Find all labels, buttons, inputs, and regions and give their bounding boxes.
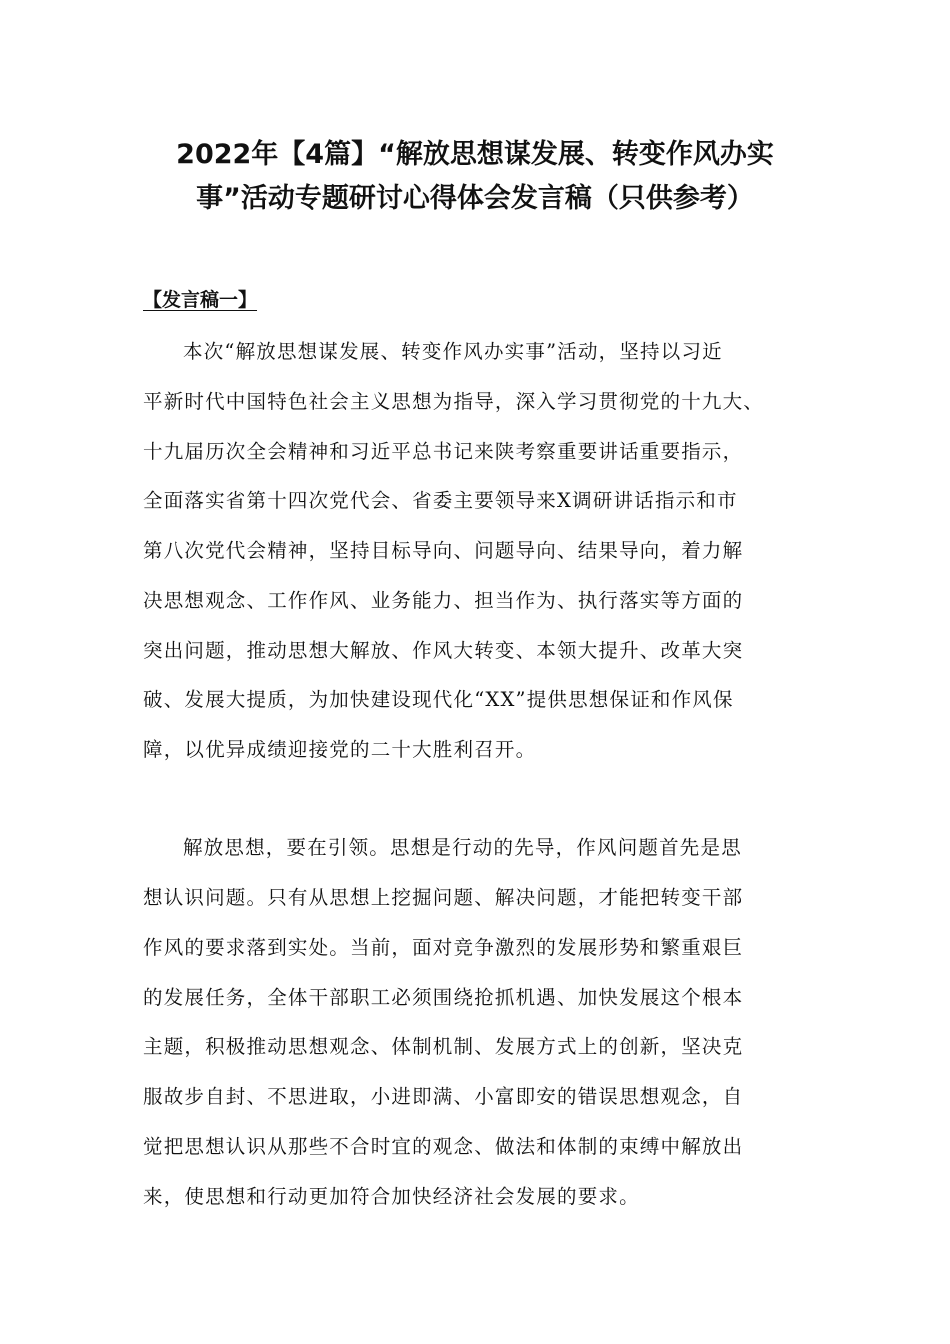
section-heading-text: 【发言稿一】 (143, 289, 258, 311)
paragraph-line: 来，使思想和行动更加符合加快经济社会发展的要求。 (143, 1185, 640, 1208)
paragraph-line: 十九届历次全会精神和习近平总书记来陕考察重要讲话重要指示， (143, 440, 744, 463)
paragraph-line: 服故步自封、不思进取，小进即满、小富即安的错误思想观念，自 (143, 1085, 744, 1108)
paragraph-line: 本次“解放思想谋发展、转变作风办实事”活动，坚持以习近 (183, 340, 723, 363)
document-title-line-2: 事”活动专题研讨心得体会发言稿（只供参考） (196, 183, 754, 214)
paragraph-line: 主题，积极推动思想观念、体制机制、发展方式上的创新，坚决克 (143, 1035, 744, 1058)
paragraph-line: 决思想观念、工作作风、业务能力、担当作为、执行落实等方面的 (143, 589, 744, 612)
paragraph-line: 破、发展大提质，为加快建设现代化“XX”提供思想保证和作风保 (143, 688, 734, 711)
paragraph-line: 障，以优异成绩迎接党的二十大胜利召开。 (143, 738, 537, 761)
paragraph-line: 解放思想，要在引领。思想是行动的先导，作风问题首先是思 (183, 836, 742, 859)
document-title-line-1: 2022年【4篇】“解放思想谋发展、转变作风办实 (176, 139, 774, 170)
paragraph-line: 想认识问题。只有从思想上挖掘问题、解决问题，才能把转变干部 (143, 886, 744, 909)
paragraph-line: 突出问题，推动思想大解放、作风大转变、本领大提升、改革大突 (143, 639, 744, 662)
paragraph-line: 全面落实省第十四次党代会、省委主要领导来X调研讲话指示和市 (143, 489, 738, 512)
paragraph-line: 作风的要求落到实处。当前，面对竞争激烈的发展形势和繁重艰巨 (143, 936, 744, 959)
paragraph-line: 觉把思想认识从那些不合时宜的观念、做法和体制的束缚中解放出 (143, 1135, 744, 1158)
paragraph-line: 平新时代中国特色社会主义思想为指导，深入学习贯彻党的十九大、 (143, 390, 765, 413)
section-heading (143, 286, 257, 314)
paragraph-line: 第八次党代会精神，坚持目标导向、问题导向、结果导向，着力解 (143, 539, 744, 562)
paragraph-line: 的发展任务，全体干部职工必须围绕抢抓机遇、加快发展这个根本 (143, 986, 744, 1009)
